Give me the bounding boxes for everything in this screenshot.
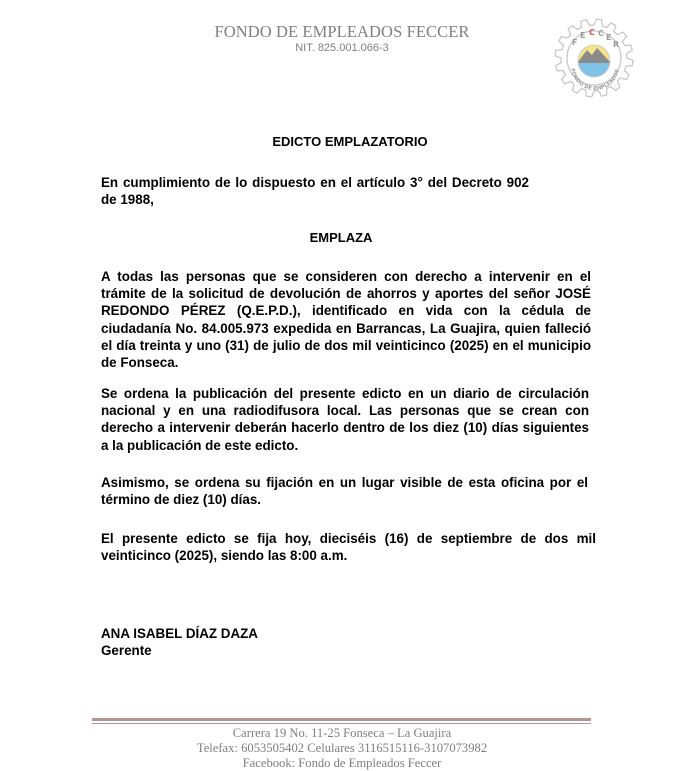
svg-text:F: F bbox=[572, 38, 578, 47]
svg-text:C: C bbox=[589, 28, 595, 37]
logo-scene bbox=[573, 43, 615, 81]
organization-name: FONDO DE EMPLEADOS FECCER bbox=[214, 22, 470, 41]
svg-text:E: E bbox=[580, 31, 586, 40]
footer-facebook: Facebook: Fondo de Empleados Feccer bbox=[242, 756, 442, 770]
paragraph-summons: A todas las personas que se consideren con derecho a intervenir en el trámite de la solicitud de devolución de ahorros y aportes del señor JOSÉ REDONDO PÉREZ (Q.E.P.D.), identificado en vida con la cédula de ciudadanía No. 84.005.973 expedida en Barrancas, La Guajira, quien falleció el día treinta y uno (31) de julio de dos mil veinticinco (2025) en el municipio de Fonseca. bbox=[101, 269, 591, 371]
organization-nit: NIT. 825.001.066-3 bbox=[295, 42, 389, 54]
paragraph-posting: Asimismo, se ordena su fijación en un lugar visible de esta oficina por el término de diez (10) días. bbox=[101, 475, 588, 508]
signer-name: ANA ISABEL DÍAZ DAZA bbox=[101, 626, 258, 641]
signer-role: Gerente bbox=[101, 643, 152, 658]
svg-text:R: R bbox=[613, 40, 620, 49]
paragraph-publication: Se ordena la publicación del presente edicto en un diario de circulación nacional y en una radiodifusora local. Las personas que se crean con derecho a intervenir deberán hacerlo dentro de los diez (10) días siguientes a la publicación de este edicto. bbox=[101, 386, 589, 453]
footer-address: Carrera 19 No. 11-25 Fonseca – La Guajira bbox=[232, 726, 452, 740]
svg-text:E: E bbox=[606, 33, 612, 42]
footer-phones: Telefax: 6053505402 Celulares 3116515116-3107073982 bbox=[196, 741, 488, 755]
footer-divider-thin bbox=[92, 723, 591, 724]
footer-divider-thick bbox=[92, 718, 591, 721]
svg-text:C: C bbox=[598, 29, 604, 38]
document-title: EDICTO EMPLAZATORIO bbox=[272, 134, 428, 149]
paragraph-date: El presente edicto se fija hoy, dieciséis (16) de septiembre de dos mil veinticinco (2025), siendo las 8:00 a.m. bbox=[101, 531, 596, 564]
gear-emblem-icon bbox=[553, 17, 635, 99]
logo-ring-label: FONDO DE EMPLEADOS bbox=[569, 68, 621, 93]
paragraph-legal-basis: En cumplimiento de lo dispuesto en el artículo 3° del Decreto 902 de 1988, bbox=[101, 175, 529, 208]
action-heading: EMPLAZA bbox=[309, 230, 373, 245]
